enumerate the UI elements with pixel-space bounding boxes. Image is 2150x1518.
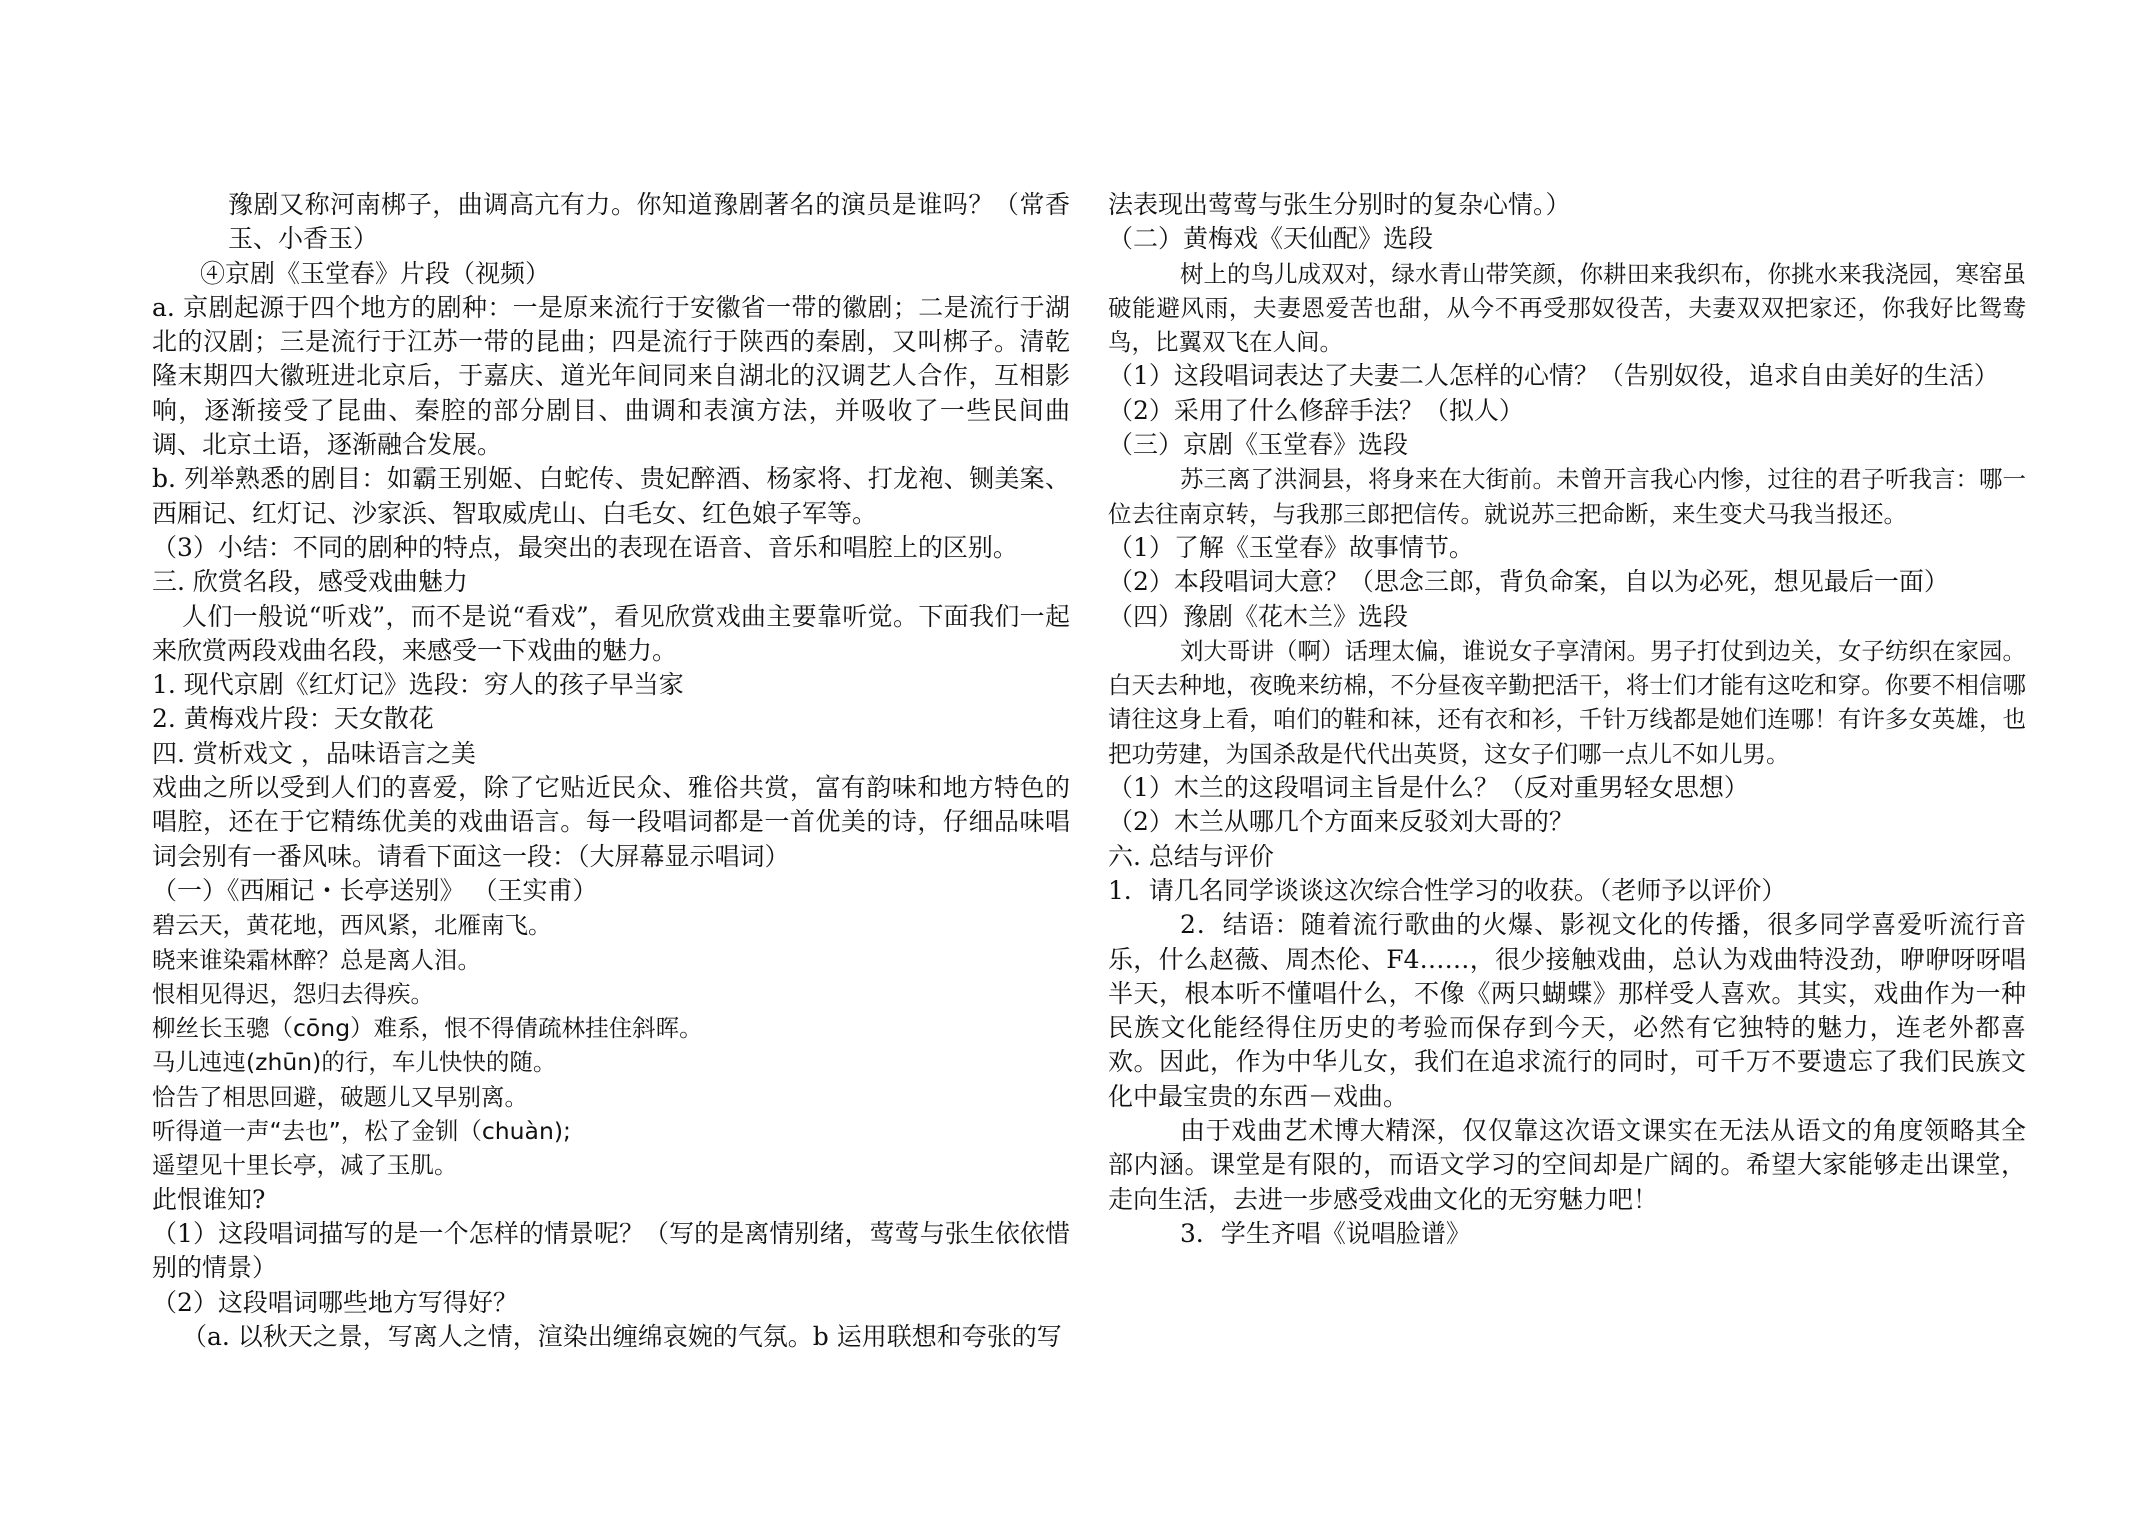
right-paragraph: 3．学生齐唱《说唱脸谱》 [1180, 1218, 1471, 1248]
right-paragraph: 法表现出莺莺与张生分别时的复杂心情。） [1108, 190, 1571, 219]
left-paragraph: ④京剧《玉堂春》片段（视频） [200, 258, 551, 288]
left-paragraph: 碧云天，黄花地，西风紧，北雁南飞。 [152, 911, 552, 940]
right-paragraph: 1．请几名同学谈谈这次综合性学习的收获。（老师予以评价） [1108, 875, 1787, 905]
right-paragraph: （三）京剧《玉堂春》选段 [1108, 430, 1409, 460]
left-paragraph: 听得道一声“去也”，松了金钏（chuàn); [152, 1117, 571, 1146]
left-paragraph: （一）《西厢记・长亭送别》 （王实甫） [152, 875, 598, 905]
left-paragraph: 人们一般说“听戏”，而不是说“看戏”，看见欣赏戏曲主要靠听觉。下面我们一起来欣赏两段戏曲名段，来感受一下戏曲的魅力。 [152, 601, 1070, 665]
left-paragraph: 马儿迍迍(zhūn)的行，车儿快快的随。 [152, 1048, 557, 1077]
right-paragraph: 由于戏曲艺术博大精深，仅仅靠这次语文课实在无法从语文的角度领略其全部内涵。课堂是有限的，而语文学习的空间却是广阔的。希望大家能够走出课堂，走向生活，去进一步感受戏曲文化的无穷魅力吧！ [1108, 1116, 2026, 1214]
right-paragraph: （2）本段唱词大意？（思念三郎，背负命案，自以为必死，想见最后一面） [1108, 567, 1949, 597]
left-column [152, 188, 1070, 1354]
right-paragraph: 树上的鸟儿成双对，绿水青山带笑颜，你耕田来我织布，你挑水来我浇园，寒窑虽破能避风雨，夫妻恩爱苦也甜，从今不再受那奴役苦，夫妻双双把家还，你我好比鸳鸯鸟，比翼双飞在人间。 [1108, 259, 2026, 357]
left-paragraph: 三. 欣赏名段，感受戏曲魅力 [152, 567, 468, 597]
left-paragraph: 恨相见得迟，怨归去得疾。 [152, 979, 434, 1008]
right-paragraph: （1）这段唱词表达了夫妻二人怎样的心情？（告别奴役，追求自由美好的生活） [1108, 361, 1999, 391]
left-paragraph: 2. 黄梅戏片段：天女散花 [152, 704, 434, 734]
right-column [1108, 188, 2026, 1251]
left-paragraph: b. 列举熟悉的剧目：如霸王别姬、白蛇传、贵妃醉酒、杨家将、打龙袍、铡美案、西厢记、红灯记、沙家浜、智取威虎山、白毛女、红色娘子军等。 [152, 464, 1070, 528]
left-paragraph: 晓来谁染霜林醉？总是离人泪。 [152, 945, 481, 974]
right-paragraph: （1）木兰的这段唱词主旨是什么？（反对重男轻女思想） [1108, 773, 1749, 803]
right-paragraph: （2）采用了什么修辞手法？（拟人） [1108, 395, 1524, 425]
left-paragraph: （2）这段唱词哪些地方写得好？ [152, 1287, 518, 1317]
left-paragraph: 恰告了相思回避，破题儿又早别离。 [152, 1082, 528, 1111]
right-paragraph: （二）黄梅戏《天仙配》选段 [1108, 224, 1434, 254]
right-paragraph: 2．结语：随着流行歌曲的火爆、影视文化的传播，很多同学喜爱听流行音乐，什么赵薇、周杰伦、F4……，很少接触戏曲，总认为戏曲特没劲，咿咿呀呀唱半天，根本听不懂唱什么，不像《两只蝴蝶》那样受人喜欢。其实，戏曲作为一种民族文化能经得住历史的考验而保存到今天，必然有它独特的魅力，连老外都喜欢。因此，作为中华儿女，我们在追求流行的同时，可千万不要遗忘了我们民族文化中最宝贵的东西－戏曲。 [1108, 910, 2026, 1111]
left-paragraph: 1. 现代京剧《红灯记》选段：穷人的孩子早当家 [152, 670, 684, 700]
left-paragraph: （a. 以秋天之景，写离人之情，渲染出缠绵哀婉的气氛。b 运用联想和夸张的写 [182, 1321, 1062, 1351]
right-paragraph: 刘大哥讲（啊）话理太偏，谁说女子享清闲。男子打仗到边关，女子纺织在家园。白天去种地，夜晚来纺棉，不分昼夜辛勤把活干，将士们才能有这吃和穿。你要不相信哪请往这身上看，咱们的鞋和袜，还有衣和衫，千针万线都是她们连哪！有许多女英雄，也把功劳建，为国杀敌是代代出英贤，这女子们哪一点儿不如儿男。 [1108, 636, 2026, 768]
left-paragraph: 遥望见十里长亭，减了玉肌。 [152, 1151, 458, 1180]
left-paragraph: 豫剧又称河南梆子，曲调高亢有力。你知道豫剧著名的演员是谁吗？（常香玉、小香玉） [228, 190, 1070, 254]
left-paragraph: 此恨谁知? [152, 1184, 266, 1214]
left-paragraph: （1）这段唱词描写的是一个怎样的情景呢？（写的是离情别绪，莺莺与张生依依惜别的情景） [152, 1218, 1070, 1283]
right-paragraph: （2）木兰从哪几个方面来反驳刘大哥的？ [1108, 807, 1574, 837]
left-paragraph: （3）小结：不同的剧种的特点，最突出的表现在语音、音乐和唱腔上的区别。 [152, 532, 1018, 562]
left-paragraph: 戏曲之所以受到人们的喜爱，除了它贴近民众、雅俗共赏，富有韵味和地方特色的唱腔，还在于它精练优美的戏曲语言。每一段唱词都是一首优美的诗，仔细品味唱词会别有一番风味。请看下面这一段：（大屏幕显示唱词） [152, 773, 1070, 871]
left-paragraph: 四. 赏析戏文 ，品味语言之美 [152, 738, 476, 768]
right-paragraph: （四）豫剧《花木兰》选段 [1108, 601, 1409, 631]
right-paragraph: 苏三离了洪洞县，将身来在大街前。未曾开言我心内惨，过往的君子听我言：哪一位去往南京转，与我那三郎把信传。就说苏三把命断，来生变犬马我当报还。 [1108, 465, 2026, 528]
right-paragraph: （1）了解《玉堂春》故事情节。 [1108, 532, 1474, 562]
left-paragraph: a. 京剧起源于四个地方的剧种：一是原来流行于安徽省一带的徽剧；二是流行于湖北的汉剧；三是流行于江苏一带的昆曲；四是流行于陕西的秦剧，又叫梆子。清乾隆末期四大徽班进北京后，于嘉庆、道光年间同来自湖北的汉调艺人合作，互相影响，逐渐接受了昆曲、秦腔的部分剧目、曲调和表演方法，并吸收了一些民间曲调、北京土语，逐渐融合发展。 [152, 292, 1070, 460]
right-paragraph: 六. 总结与评价 [1108, 841, 1274, 871]
left-paragraph: 柳丝长玉骢（cōng）难系，恨不得倩疏林挂住斜晖。 [152, 1014, 703, 1043]
